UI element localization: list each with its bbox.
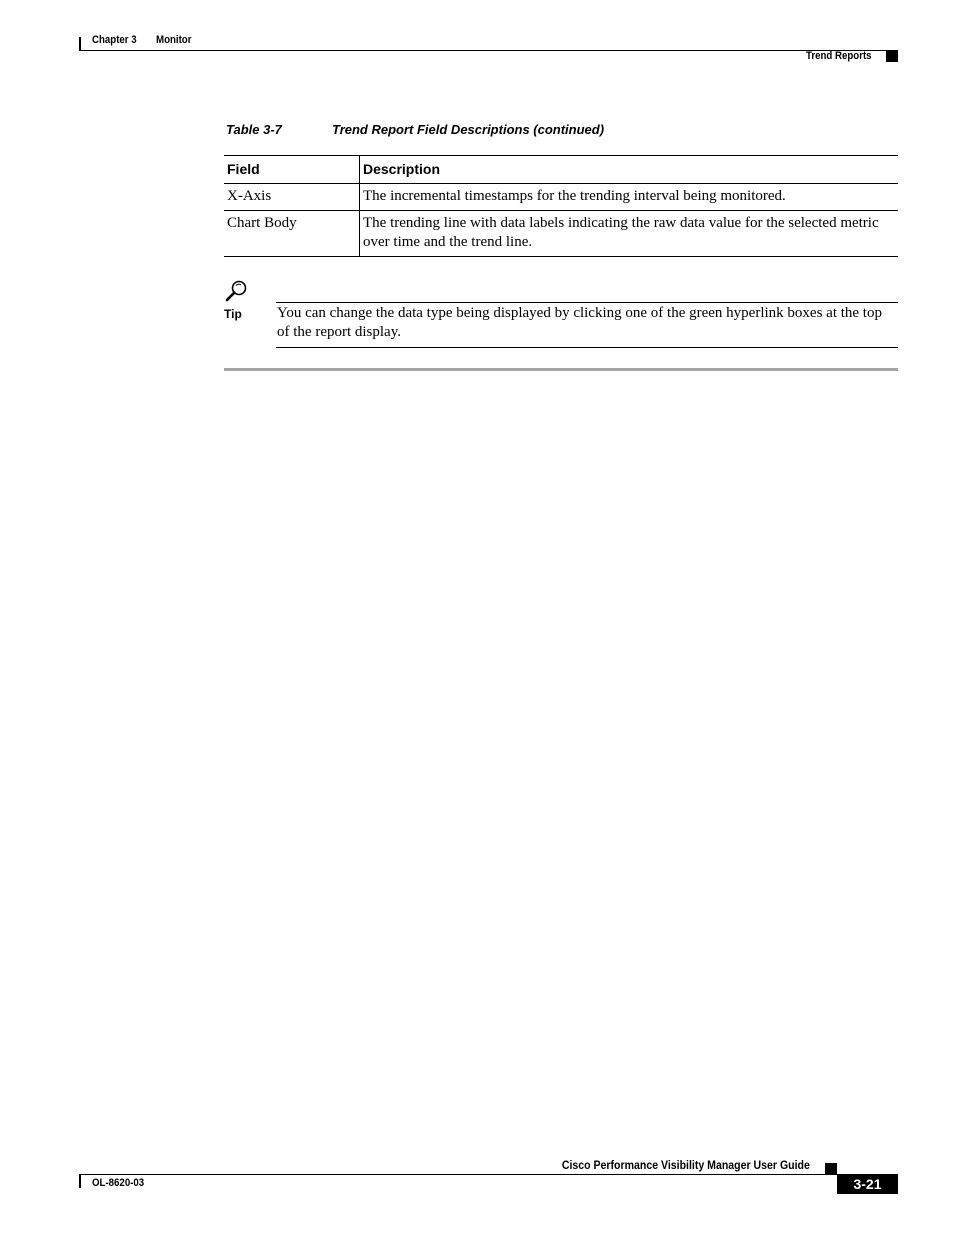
header-rule	[79, 50, 898, 51]
tip-rule-top	[276, 302, 898, 303]
chapter-title: Monitor	[156, 34, 192, 46]
field-description-table	[224, 155, 898, 257]
table-title: Trend Report Field Descriptions (continued)	[332, 122, 605, 137]
field-cell: Chart Body	[224, 211, 360, 257]
header-bar	[79, 37, 81, 51]
section-title: Trend Reports	[806, 50, 872, 62]
column-header-field: Field	[224, 156, 360, 184]
tip-rule-bottom	[276, 347, 898, 348]
footer-marker	[825, 1163, 837, 1174]
doc-number: OL-8620-03	[92, 1177, 145, 1189]
section-end-rule	[224, 368, 898, 371]
footer-rule	[79, 1174, 898, 1175]
column-header-description: Description	[363, 161, 441, 177]
magnifier-icon	[225, 279, 249, 303]
description-cell: The incremental timestamps for the trending interval being monitored.	[363, 188, 786, 204]
table-header-row	[224, 156, 898, 184]
tip-text: You can change the data type being displayed by clicking one of the green hyperlink boxes at the top of the report display.	[277, 305, 882, 340]
description-cell: The trending line with data labels indicating the raw data value for the selected metric over time and the trend line.	[363, 215, 879, 250]
guide-title: Cisco Performance Visibility Manager User Guide	[561, 1158, 810, 1172]
page-number: 3-21	[837, 1174, 898, 1194]
table-number: Table 3-7	[226, 122, 282, 137]
footer-bar	[79, 1174, 81, 1188]
field-cell: X-Axis	[224, 184, 360, 211]
table-row	[224, 184, 898, 211]
header-marker	[886, 51, 898, 62]
chapter-label: Chapter 3	[92, 34, 137, 46]
tip-label: Tip	[224, 307, 242, 321]
table-row	[224, 211, 898, 257]
